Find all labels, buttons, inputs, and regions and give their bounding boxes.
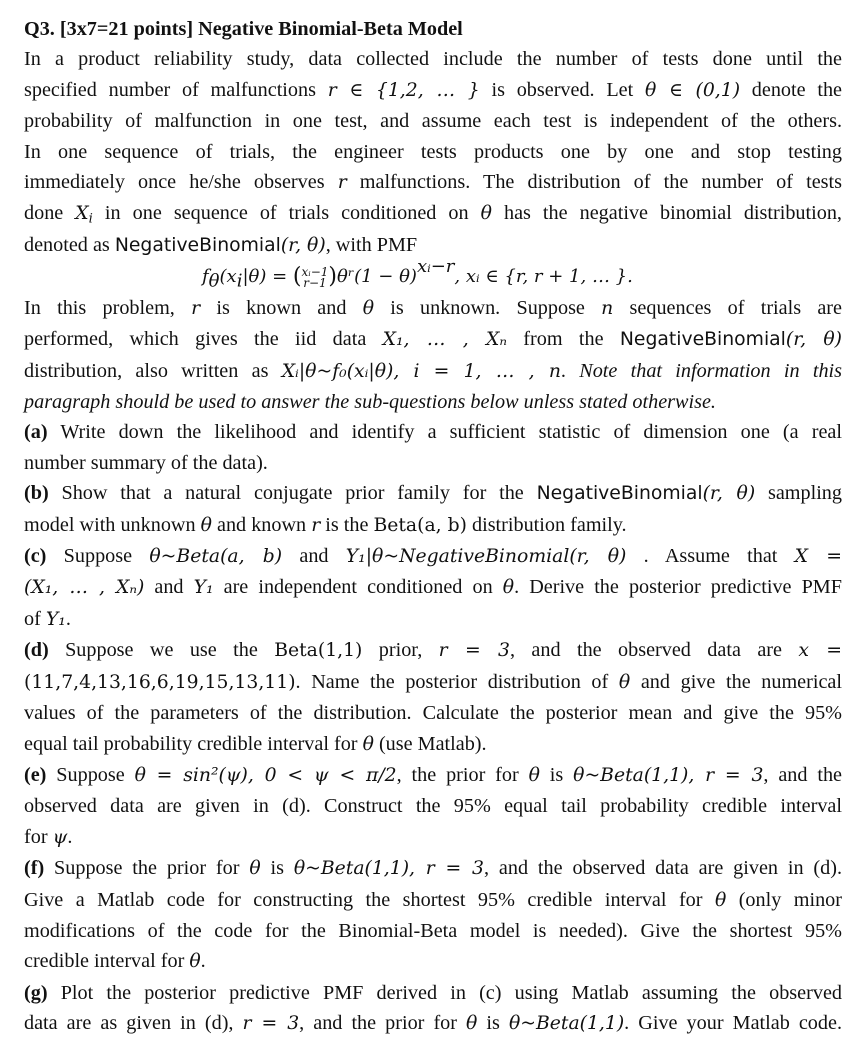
text: model with unknown	[24, 513, 201, 536]
math-theta: θ	[528, 764, 540, 786]
text: has the negative binomial distribution,	[491, 202, 842, 225]
formula-f: f	[202, 266, 209, 288]
part-b-label: (b)	[24, 482, 49, 505]
intro-line-5	[24, 167, 842, 198]
part-a-line-2: number summary of the data).	[24, 451, 268, 474]
text: denote the	[740, 78, 842, 101]
intro-line-3	[24, 106, 842, 136]
text: X	[75, 203, 89, 225]
math-n: n	[601, 297, 614, 319]
part-b-line-1	[24, 478, 842, 509]
text: data are as given in (d),	[24, 1012, 243, 1035]
part-f-line-2	[24, 885, 842, 916]
math-r-eq3: r = 3	[242, 1013, 300, 1035]
question-title: Q3. [3x7=21 points] Negative Binomial-Beta Model	[24, 18, 463, 40]
text: is observed. Let	[479, 78, 645, 101]
math-negbin: NegativeBinomial	[114, 234, 281, 256]
text: Write down the likelihood and identify a sufficient statistic of dimension one (a real	[47, 421, 842, 444]
text: are independent conditioned on	[213, 576, 503, 599]
math-theta: θ	[618, 671, 631, 693]
question-page	[24, 14, 842, 1040]
math-negbin: NegativeBinomial	[619, 329, 786, 351]
part-d-line-4	[24, 729, 842, 760]
intro-line-6	[24, 198, 842, 229]
text: .	[200, 950, 206, 973]
math-r-set: r ∈ {1,2, … }	[327, 79, 480, 101]
text: sampling	[755, 482, 842, 505]
text: is unknown. Suppose	[374, 296, 602, 319]
math-r-eq3: r = 3	[438, 640, 510, 662]
part-g-label: (g)	[24, 981, 48, 1004]
text: , and the	[763, 763, 843, 786]
math-x-eq: X =	[794, 546, 842, 568]
text: In one sequence of trials, the engineer tests products one by one and stop testing	[24, 140, 842, 163]
text: Suppose	[46, 763, 135, 786]
text: , and the prior for	[299, 1012, 467, 1035]
text: is the	[320, 513, 374, 536]
text: . Derive the posterior predictive PMF	[514, 576, 842, 599]
binom-bottom: r−1	[303, 275, 327, 290]
math-x-eq: x =	[798, 640, 843, 662]
math-data-seq: X₁, … , Xₙ	[382, 329, 507, 351]
math-theta-beta11-r3: θ~Beta(1,1), r = 3	[573, 764, 764, 786]
math-theta: θ	[466, 1013, 478, 1035]
text: (only minor	[726, 888, 842, 911]
para2-line-3	[24, 356, 842, 387]
math-theta: θ	[362, 297, 375, 319]
intro-line-2	[24, 75, 842, 106]
subscript: i	[88, 211, 93, 227]
part-c-line-2	[24, 572, 842, 603]
math-beta11: Beta(1,1)	[274, 640, 363, 662]
math-theta-beta11-r3: θ~Beta(1,1), r = 3	[293, 858, 485, 880]
text: is	[539, 763, 574, 786]
text: Give a Matlab code for constructing the shortest 95% credible interval for	[24, 888, 715, 911]
text: In a product reliability study, data collected include the number of tests done until the	[24, 48, 842, 71]
text: prior,	[362, 639, 439, 662]
para2-line-4: paragraph should be used to answer the sub-questions below unless stated otherwise.	[24, 391, 716, 414]
text: is	[260, 857, 294, 880]
part-d-line-2	[24, 667, 842, 698]
text: Suppose we use the	[48, 639, 275, 662]
formula-tail: , xᵢ ∈ {r, r + 1, … }.	[454, 266, 633, 288]
formula-exponent: xᵢ−r	[416, 256, 455, 278]
math-r: r	[191, 297, 201, 319]
text: and give the numerical	[630, 670, 842, 693]
math-theta: θ	[480, 203, 492, 225]
intro-line-1	[24, 44, 842, 74]
formula-sub-i: i	[236, 270, 243, 292]
part-e-label: (e)	[24, 763, 47, 786]
math-theta: θ	[502, 577, 515, 599]
part-g-line-1	[24, 978, 842, 1008]
text: and known	[211, 513, 312, 536]
text: done	[24, 202, 76, 225]
text: , and the observed data are given in (d).	[484, 857, 842, 880]
para2-line-1	[24, 293, 842, 324]
text: .	[65, 607, 71, 630]
part-e-line-1	[24, 760, 842, 791]
math-theta: θ	[249, 858, 261, 880]
math-beta-ab: Beta(a, b)	[373, 514, 467, 536]
math-theta: θ	[362, 733, 374, 755]
text: for	[24, 825, 53, 848]
part-a-label: (a)	[24, 421, 48, 444]
part-f-label: (f)	[24, 857, 45, 880]
text: . Assume that	[626, 545, 795, 568]
text: probability of malfunction in one test, and assume each test is independent of the others.	[24, 110, 842, 133]
math-xi-dist: Xᵢ|θ~f₀(xᵢ|θ), i = 1, … , n	[281, 360, 561, 382]
formula-rhs: θʳ(1 − θ)	[336, 266, 417, 288]
part-b-line-2	[24, 510, 842, 541]
math-negbin: NegativeBinomial	[536, 483, 703, 505]
text: in one sequence of trials conditioned on	[92, 202, 481, 225]
part-f-line-3: modifications of the code for the Binomial-Beta model is needed). Give the shortest 95%	[24, 919, 842, 942]
text: sequences of trials are	[613, 296, 842, 319]
text: is known and	[200, 296, 363, 319]
part-f-line-4	[24, 946, 842, 977]
formula-sub: θ	[208, 270, 220, 292]
binom-top: xᵢ−1	[301, 264, 329, 279]
part-d-line-1	[24, 635, 842, 666]
text-italic: Note that information in this	[579, 359, 843, 382]
math-psi: ψ	[52, 826, 68, 848]
formula-args: (x	[219, 266, 237, 288]
text: equal tail probability credible interval for	[24, 732, 363, 755]
text: .	[67, 825, 73, 848]
math-theta: θ	[189, 951, 201, 973]
part-c-line-3	[24, 604, 842, 635]
math-xi	[75, 203, 93, 227]
text: , with PMF	[325, 233, 418, 256]
text: and	[282, 545, 346, 568]
text: malfunctions. The distribution of the number of tests	[346, 171, 842, 194]
binom-right-paren: )	[328, 264, 337, 290]
text: is	[477, 1012, 509, 1035]
binomial-coefficient	[301, 264, 329, 290]
part-a-line-1	[24, 417, 842, 447]
text: performed, which gives the iid data	[24, 328, 383, 351]
text: Plot the posterior predictive PMF derived in (c) using Matlab assuming the observed	[47, 981, 842, 1004]
text: Suppose the prior for	[44, 857, 250, 880]
math-theta: θ	[714, 889, 727, 911]
part-d-label: (d)	[24, 639, 49, 662]
part-e-line-2: observed data are given in (d). Construct the 95% equal tail probability credible interval	[24, 795, 842, 818]
part-c-label: (c)	[24, 545, 47, 568]
math-y1: Y₁	[193, 577, 214, 599]
text: of	[24, 607, 46, 630]
math-y1: Y₁	[45, 608, 66, 630]
math-y1-dist: Y₁|θ~NegativeBinomial(r, θ)	[345, 546, 627, 568]
intro-line-4	[24, 137, 842, 167]
text: specified number of malfunctions	[24, 78, 328, 101]
part-f-line-1	[24, 853, 842, 884]
text: In this problem,	[24, 296, 192, 319]
text: Suppose	[46, 545, 150, 568]
text: distribution, also written as	[24, 359, 282, 382]
text: Show that a natural conjugate prior family for the	[48, 482, 537, 505]
text: and	[144, 576, 194, 599]
text: immediately once he/she observes	[24, 171, 338, 194]
math-negbin-args: (r, θ)	[785, 329, 843, 351]
math-theta-beta-ab: θ~Beta(a, b)	[149, 546, 283, 568]
text: (use Matlab).	[373, 732, 487, 755]
math-negbin-args: (r, θ)	[280, 234, 326, 256]
text: . Name the posterior distribution of	[295, 670, 619, 693]
text: credible interval for	[24, 950, 190, 973]
part-d-line-3: values of the parameters of the distribution. Calculate the posterior mean and give the 95%	[24, 702, 842, 725]
text: denoted as	[24, 233, 115, 256]
text: from the	[506, 328, 620, 351]
formula-args-rest: |θ) =	[242, 266, 293, 288]
math-x-vec: (X₁, … , Xₙ)	[24, 577, 145, 599]
binom-left-paren: (	[292, 264, 302, 290]
math-r: r	[337, 172, 347, 194]
math-negbin-args: (r, θ)	[702, 483, 756, 505]
pmf-formula	[24, 256, 842, 293]
text: , and the observed data are	[509, 639, 799, 662]
text: . Give your Matlab code.	[624, 1012, 843, 1035]
math-theta-sin: θ = sin²(ψ), 0 < ψ < π/2	[134, 764, 397, 786]
math-theta-beta11: θ~Beta(1,1)	[508, 1013, 625, 1035]
math-theta-range: θ ∈ (0,1)	[644, 79, 741, 101]
text: .	[560, 359, 580, 382]
part-e-line-3	[24, 822, 842, 853]
math-x-data: (11,7,4,13,16,6,19,15,13,11)	[24, 671, 296, 693]
part-c-line-1	[24, 541, 842, 572]
para2-line-2	[24, 324, 842, 355]
math-theta: θ	[200, 514, 212, 536]
math-r: r	[311, 514, 321, 536]
text: distribution family.	[466, 513, 627, 536]
text: , the prior for	[396, 763, 529, 786]
